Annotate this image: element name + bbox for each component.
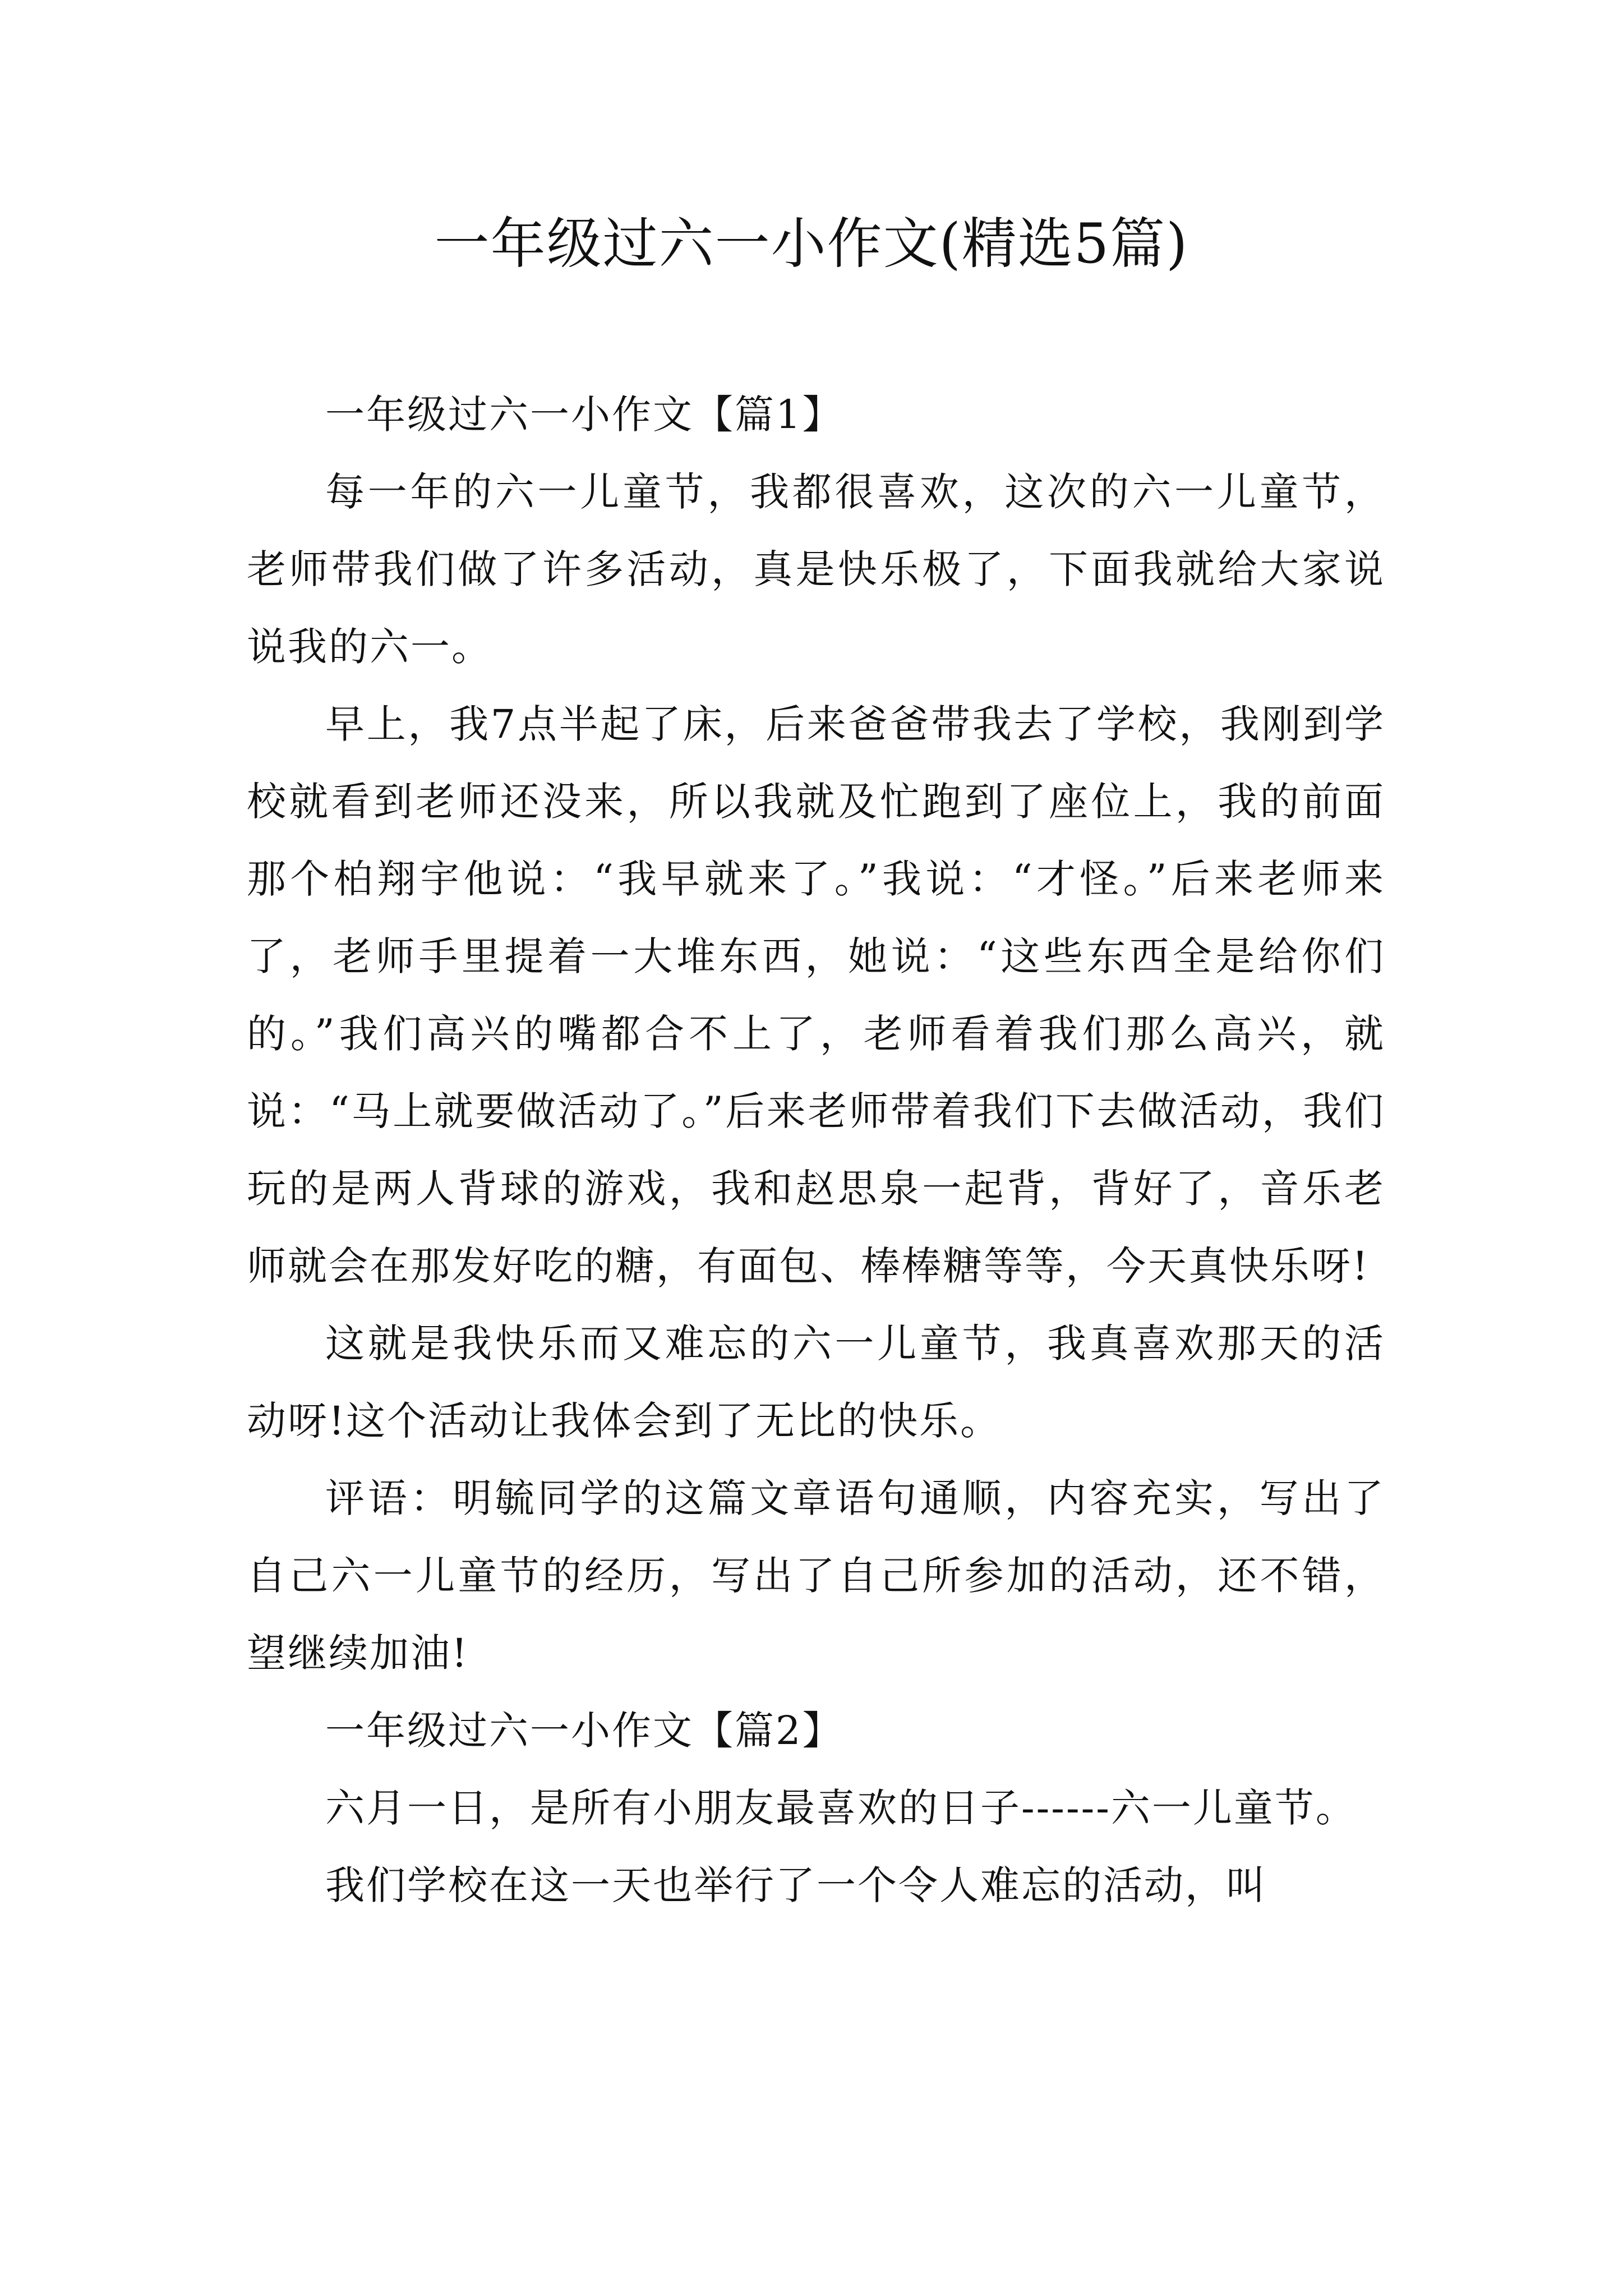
section-heading-1: 一年级过六一小作文【篇1】 xyxy=(325,392,843,438)
paragraph: 这就是我快乐而又难忘的六一儿童节，我真喜欢那天的活动呀!这个活动让我体会到了无比的快乐。 xyxy=(247,1320,1385,1444)
document-body xyxy=(247,376,1385,1924)
document-title: 一年级过六一小作文(精选5篇) xyxy=(434,212,1189,276)
paragraph: 我们学校在这一天也举行了一个令人难忘的活动，叫 xyxy=(325,1862,1267,1908)
paragraph: 每一年的六一儿童节，我都很喜欢，这次的六一儿童节，老师带我们做了许多活动，真是快乐极了，下面我就给大家说说我的六一。 xyxy=(247,469,1385,670)
paragraph: 六月一日，是所有小朋友最喜欢的日子------六一儿童节。 xyxy=(325,1785,1357,1831)
comment-paragraph: 评语：明毓同学的这篇文章语句通顺，内容充实，写出了自己六一儿童节的经历，写出了自己所参加的活动，还不错，望继续加油! xyxy=(247,1475,1385,1676)
paragraph: 早上，我7点半起了床，后来爸爸带我去了学校，我刚到学校就看到老师还没来，所以我就及忙跑到了座位上，我的前面那个柏翔宇他说：“我早就来了。”我说：“才怪。”后来老师来了，老师手里提着一大堆东西，她说：“这些东西全是给你们的。”我们高兴的嘴都合不上了，老师看着我们那么高兴，就说：“马上就要做活动了。”后来老师带着我们下去做活动，我们玩的是两人背球的游戏，我和赵思泉一起背，背好了，音乐老师就会在那发好吃的糖，有面包、棒棒糖等等，今天真快乐呀! xyxy=(247,701,1385,1289)
section-heading-2: 一年级过六一小作文【篇2】 xyxy=(325,1708,843,1754)
